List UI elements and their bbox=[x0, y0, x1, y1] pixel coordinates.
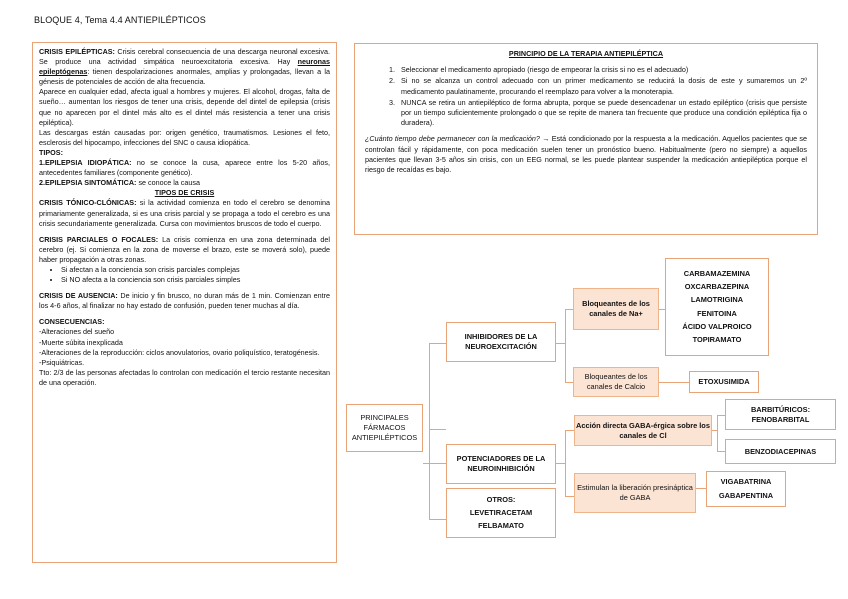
types-label: TIPOS: bbox=[39, 147, 63, 157]
crisis-def-title: CRISIS EPILÉPTICAS: bbox=[39, 47, 115, 56]
connector bbox=[565, 430, 566, 496]
others-node bbox=[446, 488, 556, 538]
treatment-note: Tto: 2/3 de las personas afectadas lo controlan con medicación el tercio restante necesitan de una operación. bbox=[39, 367, 330, 387]
na-channel-node: Bloqueantes de los canales de Na+ bbox=[573, 288, 659, 330]
connector bbox=[429, 429, 446, 430]
crisis-definition: CRISIS EPILÉPTICAS: Crisis cerebral consecuencia de una descarga neuronal excesiva. Se produce una actividad simpática neuroexcitatoria excesiva. Hay neuronas epileptógenas: tienen despolarizaciones anormales, amplias y prolongadas, llevan a la génesis de potenciales de acción de alta frecuencia. bbox=[39, 47, 330, 87]
na-drugs-node bbox=[665, 258, 769, 356]
root-node: PRINCIPALES FÁRMACOS ANTIEPILÉPTICOS bbox=[346, 404, 423, 452]
consequence-item: -Alteraciones del sueño bbox=[39, 327, 115, 337]
others-title: OTROS: bbox=[486, 494, 516, 504]
others-drug: LEVETIRACETAM bbox=[469, 508, 533, 517]
consequences-heading: CONSECUENCIAS: bbox=[39, 317, 105, 327]
connector bbox=[659, 382, 689, 383]
consequence-item: -Muerte súbita inexplicada bbox=[39, 337, 123, 347]
drug-name: ÁCIDO VALPROICO bbox=[682, 321, 752, 331]
connector bbox=[717, 415, 718, 451]
potentiators-node: POTENCIADORES DE LA NEUROINHIBICIÓN bbox=[446, 444, 556, 484]
drug-name: OXCARBAZEPINA bbox=[684, 282, 750, 292]
connector bbox=[556, 343, 565, 344]
parciales: CRISIS PARCIALES O FOCALES: La crisis comienza en una zona determinada del cerebro (ej. Si comienza en la zona de moverse el brazo, este se moverá solo), puede haber propagación a otras zonas. bbox=[39, 234, 330, 264]
others-drug: FELBAMATO bbox=[478, 521, 524, 531]
neuronas-term: neuronas epileptógenas bbox=[39, 57, 330, 77]
gaba-release-drugs-node bbox=[706, 471, 786, 507]
connector bbox=[565, 430, 574, 431]
list-item: 1. Seleccionar el medicamento apropiado (riesgo de empeorar la crisis si no es el adecuado) bbox=[397, 65, 807, 75]
duration-paragraph: ¿Cuánto tiempo debe permanecer con la medicación? → Está condicionado por la respuesta a la medicación. Aquellos pacientes que se controlan fácil y rápidamente, con poca medicación suelen tener un pronóstico bueno. Habitualmente (pero no siempre) a aquellos pacientes que llevan 3-5 años sin crisis, con un EEG normal, se les puede plantear suspender la medicación antiepiléptica porque el riesgo de recaídas es bajo. bbox=[365, 134, 807, 175]
crisis-types-heading: TIPOS DE CRISIS bbox=[154, 188, 215, 198]
connector bbox=[696, 488, 706, 489]
connector bbox=[556, 463, 565, 464]
principles-list bbox=[365, 65, 807, 128]
gaba-direct-node: Acción directa GABA-érgica sobre los canales de Cl bbox=[574, 415, 712, 446]
connector bbox=[429, 343, 430, 519]
parciales-list bbox=[39, 265, 330, 285]
drug-name: VIGABATRINA bbox=[720, 477, 772, 487]
ausencia: CRISIS DE AUSENCIA: De inicio y fin brusco, no duran más de 1 min. Comienzan entre los 4-6 años, al finalizar no hay estado de confusión, pueden tener muchas al día. bbox=[39, 291, 331, 311]
consequence-item: -Alteraciones de la reproducción: ciclos anovulatorios, ovario poliquístico, teratogénesis. bbox=[39, 347, 320, 357]
list-item: • Si NO afecta a la conciencia son crisis parciales simples bbox=[61, 275, 330, 285]
inhibitors-node: INHIBIDORES DE LA NEUROEXCITACIÓN bbox=[446, 322, 556, 362]
barbiturates-node: BARBITÚRICOS: FENOBARBITAL bbox=[725, 399, 836, 430]
tonico-clonicas: CRISIS TÓNICO-CLÓNICAS: si la actividad comienza en todo el cerebro se denomina primariamente generalizada, si es una crisis parcial y se propaga a todo el cerebro es una crisis secundariamente generalizada. Cursa con movimientos bruscos de todo el cuerpo. bbox=[39, 198, 330, 228]
connector bbox=[423, 463, 446, 464]
type-idiopatica: 1.EPILEPSIA IDIOPÁTICA: no se conoce la cusa, aparece entre los 5-20 años, antecedentes familiares (componente genético). bbox=[39, 158, 330, 178]
list-item: • Si afectan a la conciencia son crisis parciales complejas bbox=[61, 265, 330, 275]
crisis-summary-box bbox=[32, 42, 337, 563]
page-header: BLOQUE 4, Tema 4.4 ANTIEPILÉPTICOS bbox=[34, 15, 206, 25]
therapy-title: PRINCIPIO DE LA TERAPIA ANTIEPILÉPTICA bbox=[508, 49, 664, 58]
ca-channel-node: Bloqueantes de los canales de Calcio bbox=[573, 367, 659, 397]
drug-name: FENITOINA bbox=[697, 308, 737, 318]
drug-name: LAMOTRIGINA bbox=[690, 295, 744, 305]
duration-answer: Está condicionado por la respuesta a la medicación. Aquellos pacientes que se controlan fácil y rápidamente, con poca medicación suelen tener un pronóstico bueno. Habitualmente (pero no siempre) a aquellos pacientes que llevan 3-5 años sin crisis, con un EEG normal, se les puede plantear suspender la medicación antiepiléptica porque el riesgo de recaídas es bajo. bbox=[365, 134, 807, 175]
connector bbox=[717, 451, 725, 452]
connector bbox=[565, 309, 573, 310]
drug-name: TOPIRAMATO bbox=[692, 334, 742, 344]
connector bbox=[429, 519, 446, 520]
list-item: 3. NUNCA se retira un antiepiléptico de forma abrupta, porque se puede desencadenar un estado epiléptico (crisis que persiste por un tiempo suficientemente prolongado o que se repite de manera tan frecuente que produce una condición epiléptica fija o duradera). bbox=[397, 98, 807, 129]
list-item: 2. Si no se alcanza un control adecuado con un primer medicamento se reducirá la dosis de este y sumaremos un 2º medicamento paulatinamente, procurando el reemplazo para volver a la monoterapia. bbox=[397, 76, 807, 96]
age-paragraph: Aparece en cualquier edad, afecta igual a hombres y mujeres. El alcohol, drogas, falta de sueño… aumentan los riesgos de tener una crisis, depende del dintel de epilepsia (crisis que no aparecen por el dintel más alto es el dintel más resistencia a tener una crisis epiléptica). bbox=[39, 87, 330, 127]
consequence-item: -Psiquiátricas. bbox=[39, 357, 85, 367]
drug-name: CARBAMAZEMINA bbox=[683, 269, 751, 279]
connector bbox=[565, 309, 566, 382]
type-sintomatica: 2.EPILEPSIA SINTOMÁTICA: se conoce la causa bbox=[39, 178, 200, 188]
ca-drug-node: ETOXUSIMIDA bbox=[689, 371, 759, 393]
gaba-release-node: Estimulan la liberación presináptica de GABA bbox=[574, 473, 696, 513]
therapy-principles-box bbox=[354, 43, 818, 235]
benzodiazepines-node: BENZODIACEPINAS bbox=[725, 439, 836, 464]
drug-name: GABAPENTINA bbox=[718, 490, 774, 500]
connector bbox=[429, 343, 446, 344]
causes-paragraph: Las descargas están causadas por: origen genético, traumatismos. Lesiones el feto, esclerosis del hipocampo, infecciones del SNC o causa idiopática. bbox=[39, 127, 330, 147]
connector bbox=[565, 382, 573, 383]
connector bbox=[717, 415, 725, 416]
connector bbox=[565, 496, 574, 497]
duration-question: ¿Cuánto tiempo debe permanecer con la medicación? bbox=[365, 134, 540, 144]
